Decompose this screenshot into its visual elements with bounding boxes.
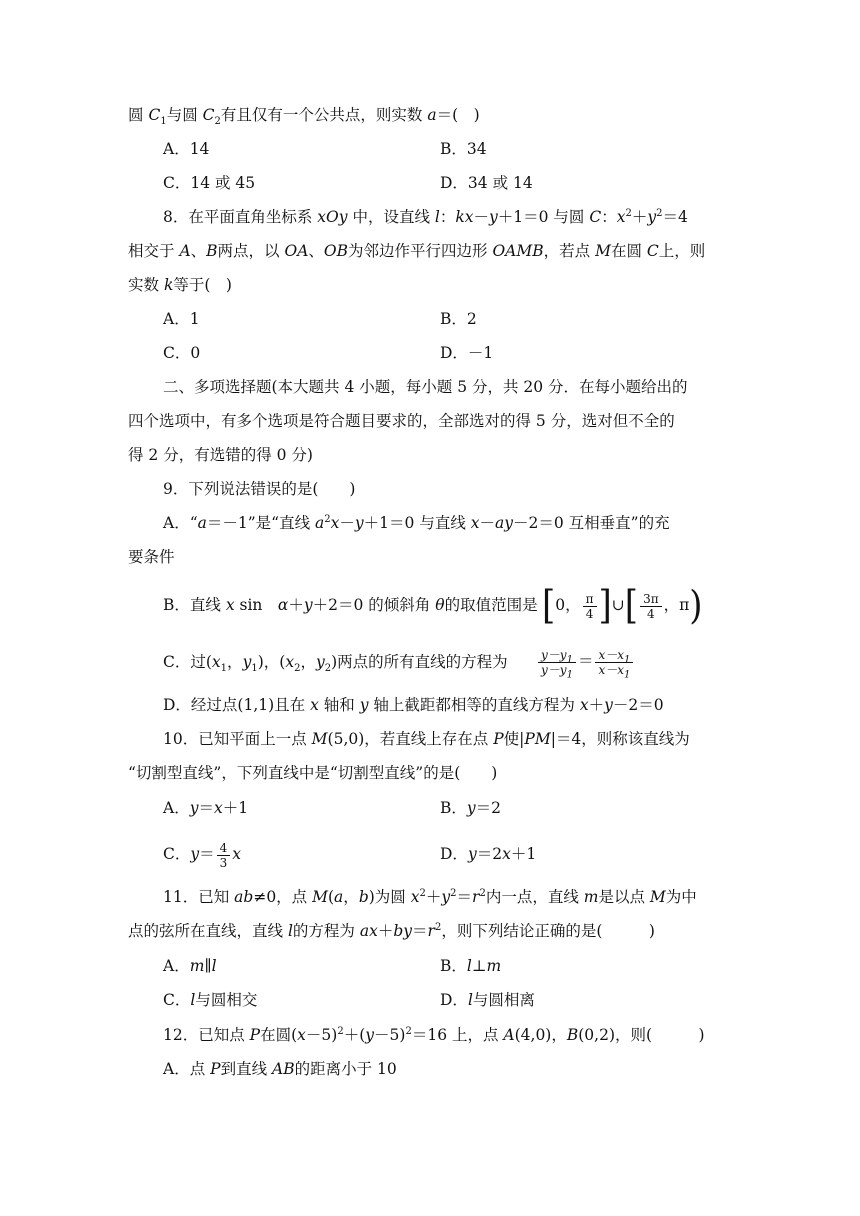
q9-option-d: D．经过点(1,1)且在 x 轴和 y 轴上截距都相等的直线方程为 x＋y－2＝0 bbox=[163, 696, 664, 714]
section-2-heading-line-1: 二、多项选择题(本大题共 4 小题，每小题 5 分，共 20 分．在每小题给出的 bbox=[163, 378, 688, 396]
q9-option-c: C．过($x_1$，$y_1$)，($x_2$，$y_2$)两点的所有直线的方程为 bbox=[163, 653, 508, 675]
q8-stem-line-1: 8．在平面直角坐标系 xOy 中，设直线 l：kx－y＋1＝0 与圆 C：$x^2+y^2=4$ bbox=[163, 207, 688, 226]
q7-option-c: C．14 或 45 bbox=[163, 174, 256, 192]
section-2-heading-line-2: 四个选项中，有多个选项是符合题目要求的，全部选对的得 5 分，选对但不全的 bbox=[128, 412, 675, 430]
q11-stem-line-2: 点的弦所在直线，直线 l的方程为 $ax+by=r^2$，则下列结论正确的是( ) bbox=[128, 921, 655, 940]
q8-option-d: D．－1 bbox=[440, 344, 494, 362]
q9-option-a-line-1: A．“a＝－1”是“直线 $a^2x-y+1=0$ 与直线 x－ay－2＝0 互相垂直”的充 bbox=[163, 513, 670, 532]
section-2-heading-line-3: 得 2 分，有选错的得 0 分) bbox=[128, 446, 313, 464]
q9-option-a-line-2: 要条件 bbox=[128, 548, 175, 566]
q11-option-c: C．l与圆相交 bbox=[163, 991, 258, 1009]
q7-option-b: B．34 bbox=[440, 140, 487, 158]
q10-option-b: B．y＝2 bbox=[440, 799, 502, 817]
q8-stem-line-2: 相交于 A、B两点，以 OA、OB为邻边作平行四边形 OAMB，若点 M在圆 C上，则 bbox=[128, 242, 706, 260]
q11-option-a: A．m∥l bbox=[163, 957, 217, 975]
q9-option-b: B．直线 x sin α＋y＋2＝0 的倾斜角 θ的取值范围是 bbox=[163, 596, 538, 614]
q9-option-c-formula: $\frac{y-y_1}{y-y_1}$ ＝ $\frac{x-x_1}{x-x_1}$ bbox=[536, 638, 635, 684]
q9-stem: 9．下列说法错误的是( ) bbox=[163, 480, 356, 498]
q10-option-a: A．y＝x＋1 bbox=[163, 799, 249, 817]
q8-option-b: B．2 bbox=[440, 310, 477, 328]
q10-option-d: D．y＝2x＋1 bbox=[440, 845, 537, 863]
q8-stem-line-3: 实数 k等于( ) bbox=[128, 276, 232, 294]
q11-option-b: B．l⊥m bbox=[440, 957, 502, 975]
q7-stem-line: 圆 $C_1$与圆 $C_2$有且仅有一个公共点，则实数 a＝( ) bbox=[128, 106, 480, 128]
q8-option-a: A．1 bbox=[163, 310, 200, 328]
q11-option-d: D．l与圆相离 bbox=[440, 991, 535, 1009]
q7-option-d: D．34 或 14 bbox=[440, 174, 533, 192]
q12-option-a: A．点 P到直线 AB的距离小于 10 bbox=[163, 1060, 397, 1078]
q12-stem: 12．已知点 P在圆$(x-5)^2+(y-5)^2=16$ 上，点 A(4,0)，B(0,2)，则( ) bbox=[163, 1025, 705, 1044]
q10-option-c: C．y＝ $\frac{4}{3}$ x bbox=[163, 840, 242, 870]
q7-option-a: A．14 bbox=[163, 140, 210, 158]
q9-option-b-interval: [0， $\frac{\pi}{4}$ ]∪[ $\frac{3\pi}{4}$ ，π) bbox=[542, 583, 703, 629]
q10-stem-line-1: 10．已知平面上一点 M(5,0)，若直线上存在点 P使|PM|＝4，则称该直线为 bbox=[163, 730, 690, 748]
q10-stem-line-2: “切割型直线”，下列直线中是“切割型直线”的是( ) bbox=[128, 764, 498, 782]
q8-option-c: C．0 bbox=[163, 344, 201, 362]
q11-stem-line-1: 11．已知 ab≠0，点 M(a，b)为圆 $x^2+y^2=r^2$内一点，直线 m是以点 M为中 bbox=[163, 887, 697, 906]
